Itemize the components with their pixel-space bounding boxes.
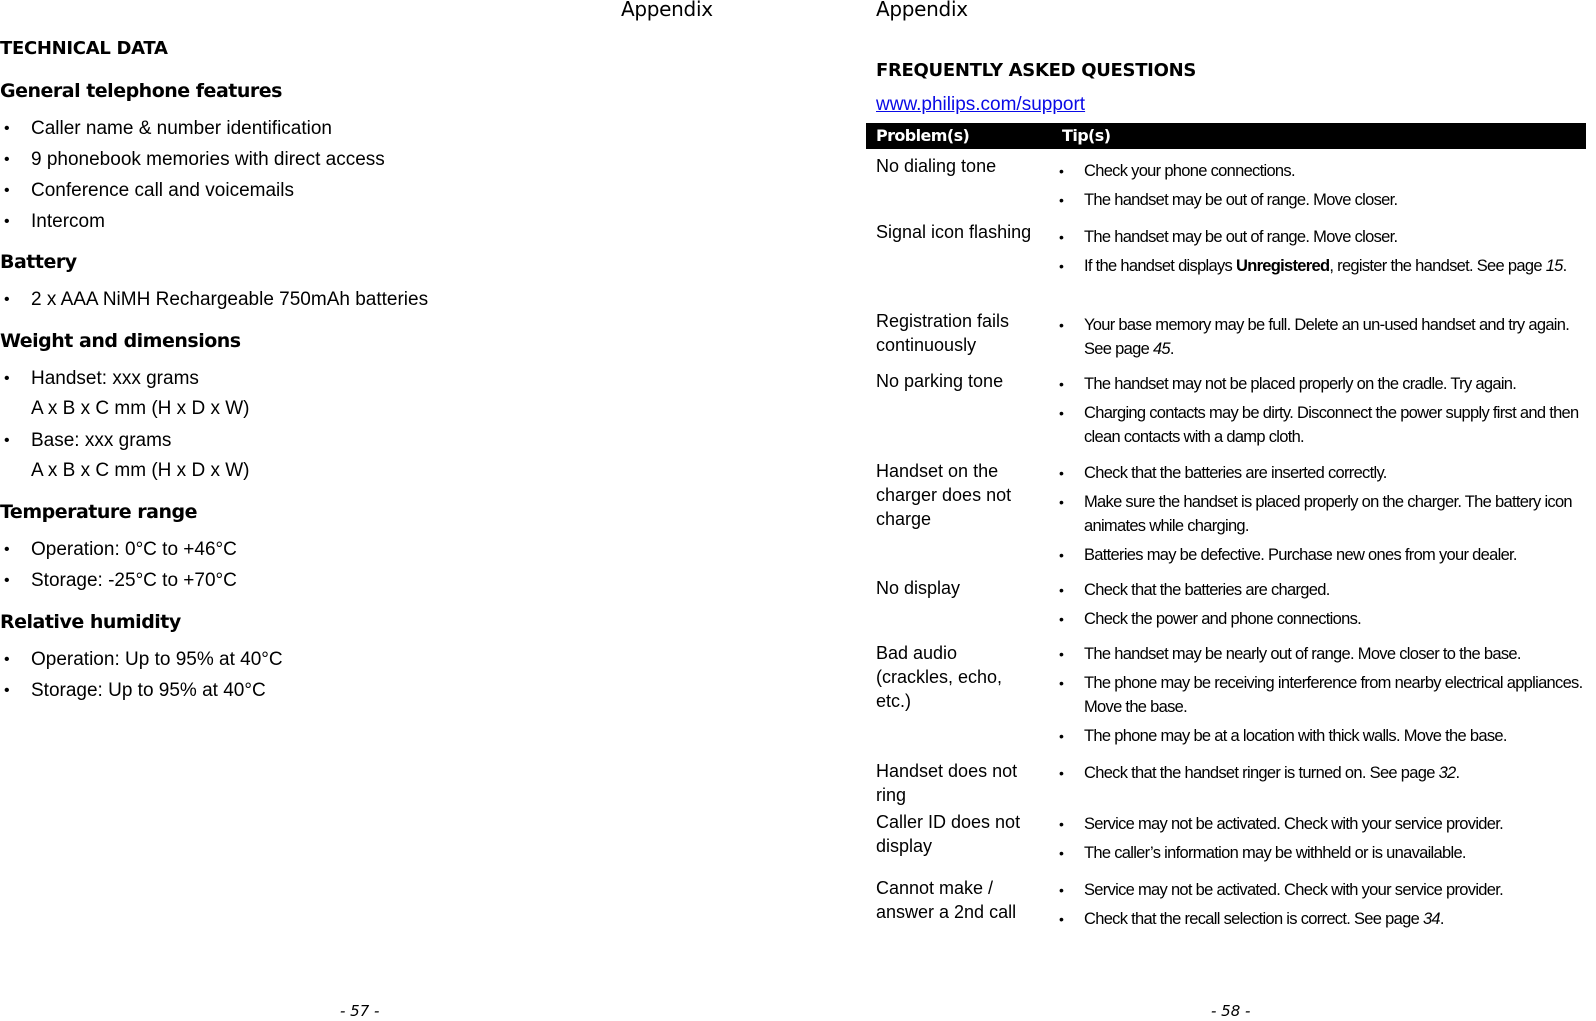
list-item: • Storage: Up to 95% at 40°C	[4, 680, 266, 701]
problem-cell: Registration fails continuously	[876, 311, 1010, 355]
list-item: • Conference call and voicemails	[4, 180, 294, 201]
problem-column-header: Problem(s)	[876, 126, 970, 145]
problem-cell: Handset does not ring	[876, 761, 1018, 805]
list-item: • Storage: -25°C to +70°C	[4, 570, 237, 591]
running-head: Appendix	[621, 0, 713, 21]
tip-item: • Batteries may be defective. Purchase new ones from your dealer.	[1059, 546, 1517, 564]
list-item: • Operation: Up to 95% at 40°C	[4, 649, 283, 670]
tip-item: • Check that the batteries are inserted correctly.	[1059, 464, 1387, 482]
tip-column-header: Tip(s)	[1062, 126, 1111, 145]
list-item: • Intercom	[4, 211, 105, 232]
problem-cell: Handset on the charger does not charge	[876, 461, 1012, 529]
running-head: Appendix	[876, 0, 968, 21]
faq-table-header	[866, 123, 1586, 149]
tip-item: • The handset may be out of range. Move closer.	[1059, 228, 1398, 246]
tip-list	[1052, 812, 1586, 870]
humidity-heading: Relative humidity	[0, 611, 181, 633]
problem-cell: Caller ID does not display	[876, 812, 1021, 856]
list-item: • Base: xxx grams A x B x C mm (H x D x W)	[4, 430, 250, 481]
faq-title: FREQUENTLY ASKED QUESTIONS	[876, 60, 1197, 81]
page-number: - 57 -	[340, 1002, 380, 1020]
tip-list	[1052, 461, 1586, 572]
problem-cell: No parking tone	[876, 371, 1004, 391]
tip-item: • Check the power and phone connections.	[1059, 610, 1362, 628]
tip-item: • The caller’s information may be withheld or is unavailable.	[1059, 844, 1466, 862]
tip-item: • If the handset displays Unregistered, register the handset. See page 15.	[1059, 257, 1567, 275]
tip-list	[1052, 642, 1586, 753]
problem-cell: Signal icon flashing	[876, 222, 1032, 242]
faq-table	[866, 123, 1586, 928]
tip-item: • Charging contacts may be dirty. Disconnect the power supply first and then clean contacts with a damp cloth.	[1059, 404, 1579, 446]
tip-list	[1052, 159, 1586, 217]
tip-item: • The handset may be out of range. Move closer.	[1059, 191, 1398, 209]
tip-item: • The handset may not be placed properly on the cradle. Try again.	[1059, 375, 1517, 393]
list-item: • Handset: xxx grams A x B x C mm (H x D x W)	[4, 368, 250, 419]
tip-item: • The phone may be receiving interference from nearby electrical appliances. Move the base.	[1059, 674, 1583, 716]
problem-cell: No dialing tone	[876, 156, 997, 176]
support-link[interactable]: www.philips.com/support	[876, 94, 1086, 115]
tip-item: • Service may not be activated. Check with your service provider.	[1059, 815, 1504, 833]
weight-heading: Weight and dimensions	[0, 330, 241, 352]
battery-list	[0, 284, 428, 315]
tip-item: • Check that the batteries are charged.	[1059, 581, 1330, 599]
tip-list	[1052, 878, 1586, 936]
tip-list	[1052, 313, 1586, 366]
list-item: • 2 x AAA NiMH Rechargeable 750mAh batteries	[4, 289, 429, 310]
section-title: TECHNICAL DATA	[0, 38, 168, 59]
right-page	[875, 0, 1596, 1021]
tip-item: • Service may not be activated. Check with your service provider.	[1059, 881, 1504, 899]
list-item: • Caller name & number identification	[4, 118, 332, 139]
weight-list	[0, 363, 250, 487]
page-number: - 58 -	[1211, 1002, 1251, 1020]
tip-list	[1052, 225, 1586, 283]
temperature-list	[0, 534, 237, 596]
tip-item: • Check that the recall selection is correct. See page 34.	[1059, 910, 1444, 928]
tip-item: • Check your phone connections.	[1059, 162, 1295, 180]
tip-list	[1052, 578, 1586, 636]
general-features-list	[0, 113, 385, 237]
list-item: • 9 phonebook memories with direct access	[4, 149, 385, 170]
list-item: • Operation: 0°C to +46°C	[4, 539, 237, 560]
tip-item: • Check that the handset ringer is turned on. See page 32.	[1059, 764, 1460, 782]
problem-cell: Bad audio (crackles, echo, etc.)	[876, 643, 1003, 711]
battery-heading: Battery	[0, 251, 77, 273]
tip-item: • The phone may be at a location with thick walls. Move the base.	[1059, 727, 1507, 745]
humidity-list	[0, 644, 283, 706]
problem-cell: Cannot make / answer a 2nd call	[876, 878, 1017, 922]
tip-list	[1052, 761, 1586, 790]
tip-item: • Your base memory may be full. Delete an un-used handset and try again. See page 45.	[1059, 316, 1570, 358]
temperature-heading: Temperature range	[0, 501, 197, 523]
tip-item: • The handset may be nearly out of range. Move closer to the base.	[1059, 645, 1521, 663]
tip-list	[1052, 372, 1586, 454]
tip-item: • Make sure the handset is placed properly on the charger. The battery icon animates while charging.	[1059, 493, 1572, 535]
left-page	[0, 0, 790, 1021]
problem-cell: No display	[876, 578, 961, 598]
general-features-heading: General telephone features	[0, 80, 282, 102]
